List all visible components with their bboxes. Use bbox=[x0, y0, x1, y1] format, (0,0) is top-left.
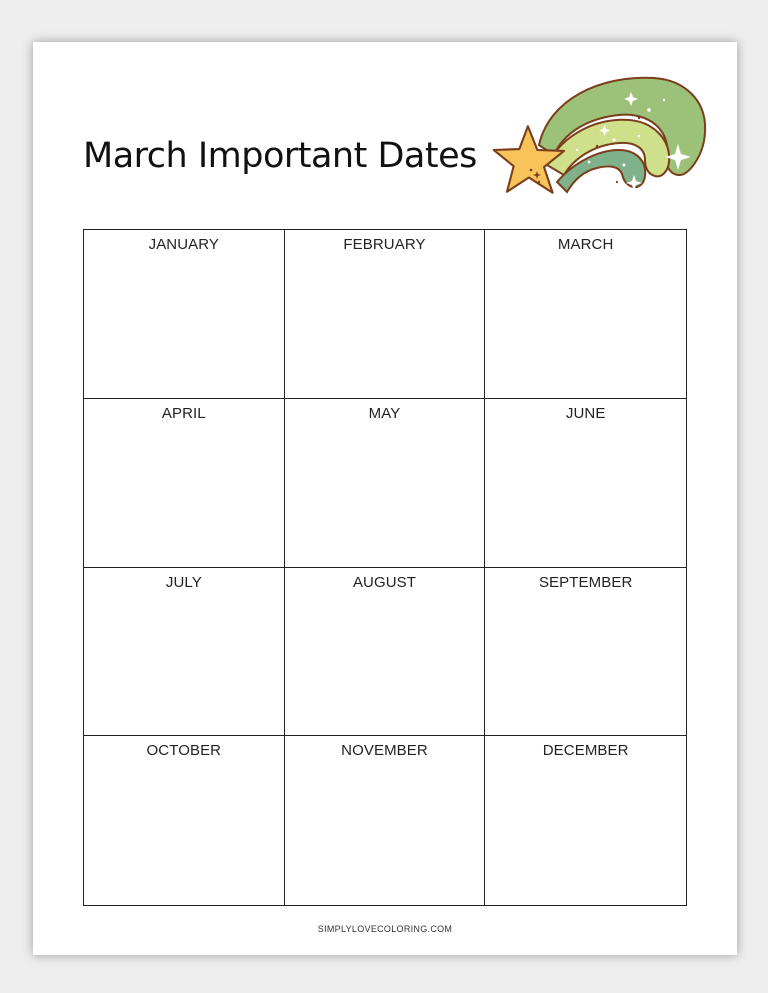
page-title: March Important Dates bbox=[83, 136, 477, 176]
month-grid bbox=[83, 229, 687, 906]
month-label: AUGUST bbox=[352, 573, 417, 591]
month-label: JULY bbox=[165, 573, 202, 591]
month-cell-april[interactable] bbox=[84, 399, 285, 568]
month-label: NOVEMBER bbox=[341, 742, 428, 760]
month-cell-july[interactable] bbox=[84, 568, 285, 737]
month-cell-march[interactable] bbox=[485, 230, 686, 399]
month-label: OCTOBER bbox=[146, 742, 222, 760]
month-label: DECEMBER bbox=[542, 742, 629, 760]
month-cell-december[interactable] bbox=[485, 736, 686, 905]
month-label: FEBRUARY bbox=[343, 236, 426, 253]
month-cell-february[interactable] bbox=[285, 230, 486, 399]
month-cell-june[interactable] bbox=[485, 399, 686, 568]
month-cell-september[interactable] bbox=[485, 568, 686, 737]
shooting-star-rainbow-icon bbox=[479, 70, 709, 210]
month-label: SEPTEMBER bbox=[538, 573, 633, 591]
footer-website: SIMPLYLOVECOLORING.COM bbox=[317, 924, 453, 934]
month-label: JUNE bbox=[565, 404, 606, 422]
month-cell-january[interactable] bbox=[84, 230, 285, 399]
month-cell-may[interactable] bbox=[285, 399, 486, 568]
month-cell-october[interactable] bbox=[84, 736, 285, 905]
month-label: MARCH bbox=[557, 236, 614, 253]
month-label: MAY bbox=[368, 404, 401, 422]
month-label: APRIL bbox=[161, 404, 206, 422]
printable-page bbox=[33, 42, 737, 955]
month-cell-november[interactable] bbox=[285, 736, 486, 905]
month-cell-august[interactable] bbox=[285, 568, 486, 737]
month-label: JANUARY bbox=[148, 236, 220, 253]
